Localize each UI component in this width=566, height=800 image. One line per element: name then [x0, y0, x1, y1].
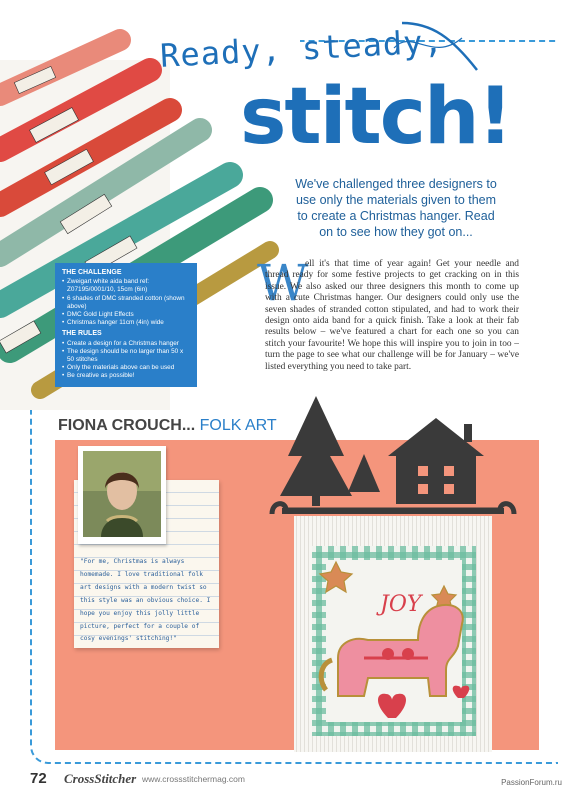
article-body: ell it's that time of year again! Get your needle and thread ready for some festive projects to get cracking on in this issue. We also asked our three designers this month to come up with a cute Christmas hanger. Our designers could only use the seven shades of stranded cotton stipulated, and had to work their design onto aida band for a quick finish. Take a look at their fab results below – we've featured a chart for each one so you can stitch your favourite! We hope this will inspire you to join in too – turn the page to see what our challenge will be for January – we've listed everything you need to take part.	[265, 259, 519, 372]
page-footer	[30, 768, 566, 792]
magazine-logo: CrossStitcher	[64, 771, 137, 786]
page-title-script: Ready, steady,	[159, 22, 445, 75]
rule-item: • Only the materials above can be used	[62, 364, 191, 372]
page-number: 72	[30, 770, 47, 787]
challenge-item: • DMC Gold Light Effects	[62, 311, 191, 319]
watermark: PassionForum.ru	[501, 778, 562, 787]
designer-heading	[58, 417, 277, 435]
rule-item: • Create a design for a Christmas hanger	[62, 340, 191, 348]
challenge-item: • Zweigart white aida band ref: Z07195/0001/10, 15cm (6in)	[62, 278, 191, 294]
christmas-hanger-image	[268, 396, 518, 758]
drop-cap: W	[257, 254, 309, 312]
magazine-url[interactable]: www.crossstitchermag.com	[142, 774, 245, 784]
rule-item: • The design should be no larger than 50 x 50 stitches	[62, 348, 191, 364]
designer-quote: "For me, Christmas is always homemade. I love traditional folk art designs with a modern twist so this style was an obvious choice. I hope you enjoy this jolly little picture, perfect for a couple of cosy evenings' stitching!"	[80, 558, 211, 643]
intro-text: We've challenged three designers to use only the materials given to them to create a Christmas hanger. Read on to see how they got on...	[295, 177, 497, 239]
challenge-item: • 6 shades of DMC stranded cotton (shown above)	[62, 295, 191, 311]
designer-name: FIONA CROUCH...	[58, 417, 196, 434]
tree-icon	[280, 396, 380, 506]
challenge-item: • Christmas hanger 11cm (4in) wide	[62, 319, 191, 327]
joy-stitching: JOY	[380, 592, 422, 617]
rule-item: • Be creative as possible!	[62, 372, 191, 380]
designer-photo-card	[78, 446, 166, 544]
page-title: stitch!	[240, 72, 512, 162]
rules-heading: THE RULES	[62, 330, 102, 338]
designer-photo	[83, 451, 161, 537]
challenge-box	[55, 263, 197, 387]
challenge-heading: THE CHALLENGE	[62, 269, 122, 276]
house-icon	[388, 418, 484, 504]
designer-style: FOLK ART	[199, 417, 277, 434]
